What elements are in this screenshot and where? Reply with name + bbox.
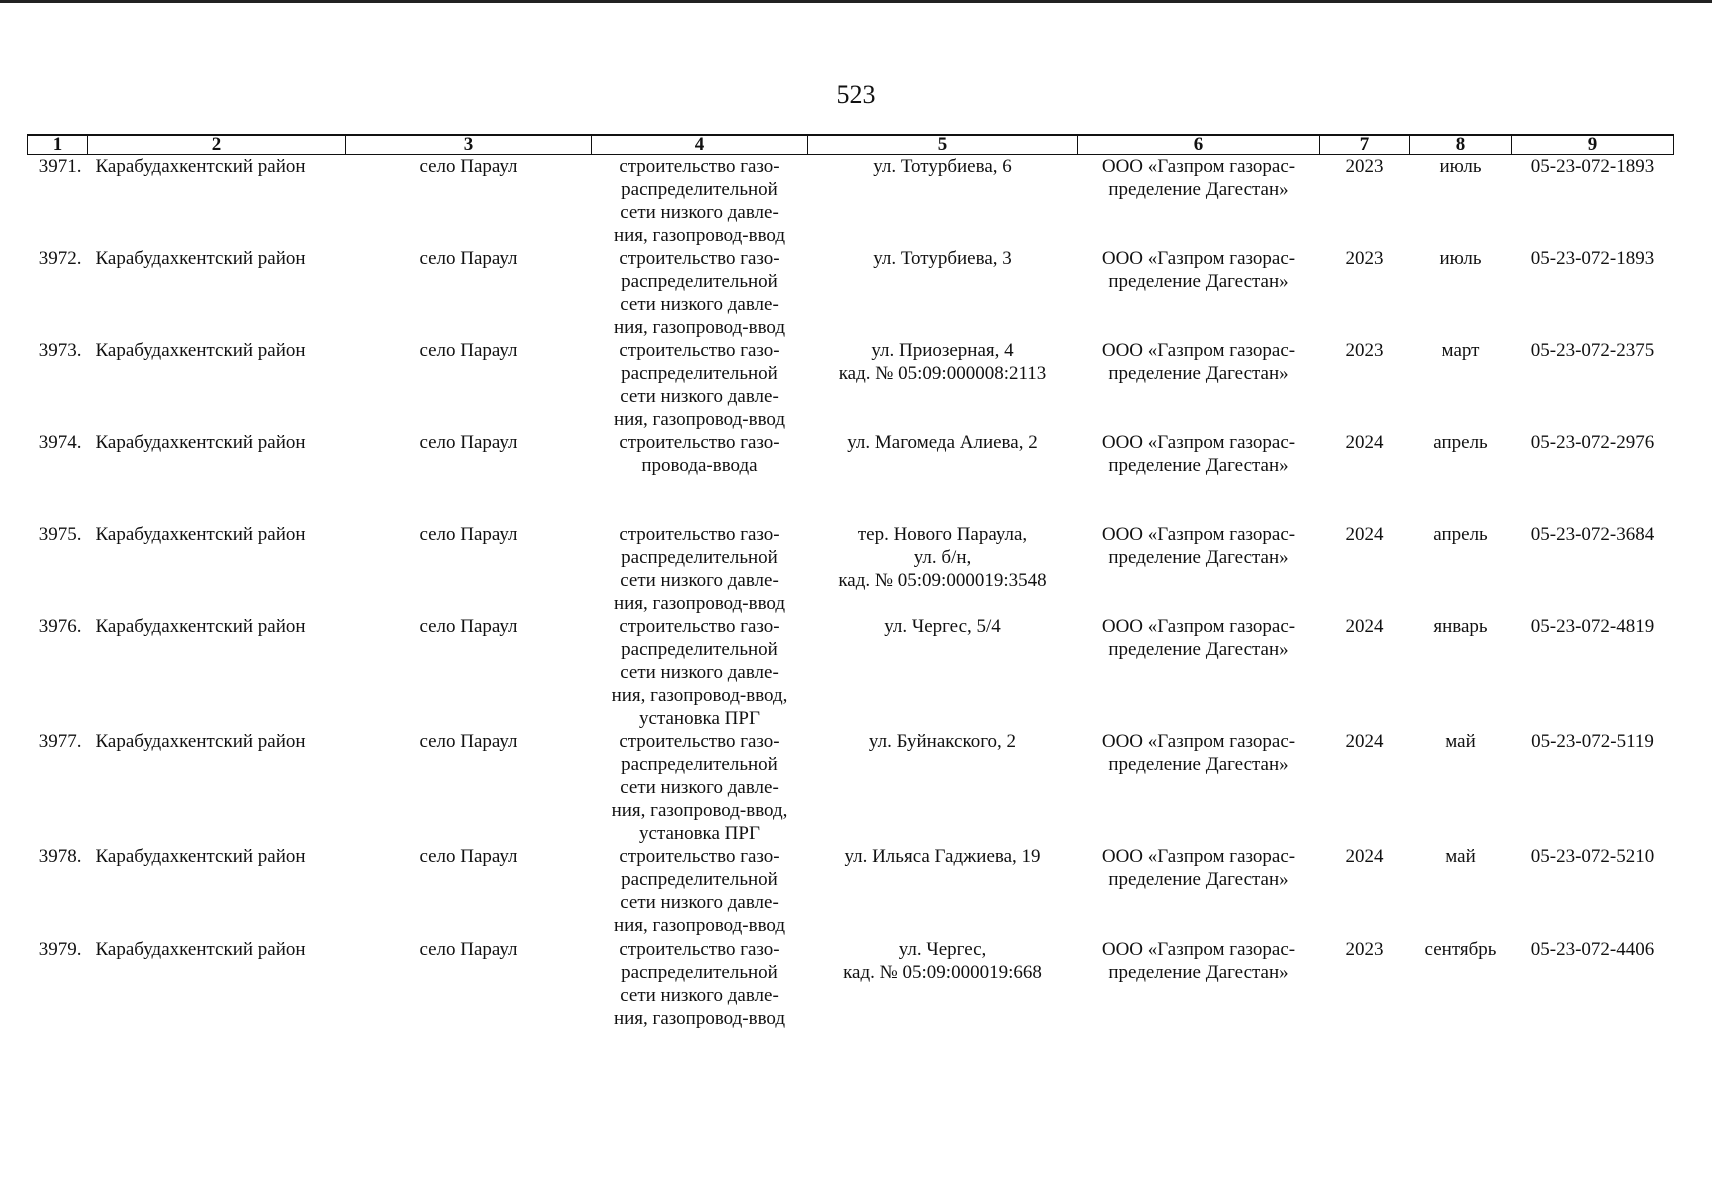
month-cell: май: [1445, 846, 1476, 867]
organization-cell: [1078, 339, 1320, 431]
work-description-cell-line: сети низкого давле-: [620, 386, 779, 407]
column-header-6: 6: [1078, 135, 1320, 155]
address-cell-line: ул. Буйнакского, 2: [868, 731, 1017, 752]
work-description-cell-line: сети низкого давле-: [620, 777, 779, 798]
row-number: 3976.: [38, 616, 82, 637]
work-description-cell-line: установка ПРГ: [639, 708, 760, 729]
work-description-cell-line: ния, газопровод-ввод: [613, 1008, 786, 1029]
district-cell: Карабудахкентский район: [95, 616, 306, 637]
district-cell: Карабудахкентский район: [95, 340, 306, 361]
address-cell: [808, 730, 1078, 845]
work-description-cell: [592, 431, 808, 523]
address-cell: [808, 938, 1078, 1030]
settlement-cell: село Параул: [419, 939, 518, 960]
settlement-cell: село Параул: [419, 524, 518, 545]
registry-code-cell: 05-23-072-1893: [1530, 248, 1655, 269]
month-cell: июль: [1439, 248, 1482, 269]
year-cell: 2024: [1345, 524, 1384, 545]
district-cell: Карабудахкентский район: [95, 248, 306, 269]
scan-top-edge: [0, 0, 1712, 3]
year-cell: 2024: [1345, 731, 1384, 752]
organization-cell: [1078, 615, 1320, 730]
address-cell-line: ул. б/н,: [913, 547, 972, 568]
registry-code-cell: 05-23-072-5210: [1530, 846, 1655, 867]
organization-cell: [1078, 730, 1320, 845]
address-cell-line: ул. Магомеда Алиева, 2: [847, 432, 1038, 453]
organization-cell: [1078, 938, 1320, 1030]
address-cell: [808, 845, 1078, 938]
registry-code-cell: 05-23-072-4406: [1530, 939, 1655, 960]
column-header-7: 7: [1320, 135, 1410, 155]
work-description-cell-line: строительство газо-: [619, 731, 780, 752]
organization-cell: [1078, 523, 1320, 615]
registry-code-cell: 05-23-072-3684: [1530, 524, 1655, 545]
district-cell: Карабудахкентский район: [95, 524, 306, 545]
work-description-cell-line: сети низкого давле-: [620, 892, 779, 913]
work-description-cell-line: распределительной: [621, 271, 778, 292]
work-description-cell-line: строительство газо-: [619, 248, 780, 269]
work-description-cell: [592, 247, 808, 339]
organization-cell-line: пределение Дагестан»: [1108, 869, 1289, 890]
work-description-cell-line: сети низкого давле-: [620, 202, 779, 223]
column-header-4: 4: [592, 135, 808, 155]
year-cell: 2024: [1345, 432, 1384, 453]
work-description-cell-line: строительство газо-: [619, 616, 780, 637]
work-description-cell-line: распределительной: [621, 547, 778, 568]
address-cell-line: кад. № 05:09:000019:668: [843, 962, 1042, 983]
column-header-8: 8: [1410, 135, 1512, 155]
table-row: [28, 730, 1674, 845]
organization-cell-line: ООО «Газпром газорас-: [1101, 524, 1296, 545]
settlement-cell: село Параул: [419, 846, 518, 867]
organization-cell-line: ООО «Газпром газорас-: [1101, 156, 1296, 177]
table-row: [28, 938, 1674, 1030]
work-description-cell-line: распределительной: [621, 962, 778, 983]
table-header: [28, 135, 1674, 155]
district-cell: Карабудахкентский район: [95, 156, 306, 177]
organization-cell-line: пределение Дагестан»: [1108, 754, 1289, 775]
work-description-cell-line: строительство газо-: [619, 846, 780, 867]
organization-cell: [1078, 247, 1320, 339]
row-number: 3971.: [38, 156, 82, 177]
registry-code-cell: 05-23-072-1893: [1530, 156, 1655, 177]
organization-cell-line: ООО «Газпром газорас-: [1101, 939, 1296, 960]
month-cell: май: [1445, 731, 1476, 752]
table-row: [28, 155, 1674, 248]
work-description-cell-line: провода-ввода: [641, 455, 758, 476]
organization-cell: [1078, 845, 1320, 938]
district-cell: Карабудахкентский район: [95, 939, 306, 960]
district-cell: Карабудахкентский район: [95, 846, 306, 867]
year-cell: 2023: [1345, 340, 1384, 361]
organization-cell-line: пределение Дагестан»: [1108, 547, 1289, 568]
month-cell: апрель: [1433, 432, 1488, 453]
row-number: 3973.: [38, 340, 82, 361]
organization-cell-line: ООО «Газпром газорас-: [1101, 248, 1296, 269]
work-description-cell-line: строительство газо-: [619, 156, 780, 177]
row-number: 3978.: [38, 846, 82, 867]
work-description-cell-line: строительство газо-: [619, 340, 780, 361]
settlement-cell: село Параул: [419, 340, 518, 361]
work-description-cell-line: ния, газопровод-ввод: [613, 409, 786, 430]
work-description-cell-line: ния, газопровод-ввод,: [611, 800, 788, 821]
organization-cell-line: ООО «Газпром газорас-: [1101, 731, 1296, 752]
work-description-cell-line: сети низкого давле-: [620, 570, 779, 591]
organization-cell-line: пределение Дагестан»: [1108, 271, 1289, 292]
organization-cell-line: пределение Дагестан»: [1108, 962, 1289, 983]
address-cell-line: ул. Ильяса Гаджиева, 19: [844, 846, 1041, 867]
registry-table: [27, 134, 1674, 1030]
work-description-cell-line: строительство газо-: [619, 524, 780, 545]
table-row: [28, 845, 1674, 938]
address-cell: [808, 615, 1078, 730]
row-number: 3977.: [38, 731, 82, 752]
work-description-cell-line: ния, газопровод-ввод: [613, 915, 786, 936]
month-cell: апрель: [1433, 524, 1488, 545]
month-cell: январь: [1433, 616, 1488, 637]
settlement-cell: село Параул: [419, 156, 518, 177]
address-cell-line: ул. Тотурбиева, 3: [873, 248, 1012, 269]
settlement-cell: село Параул: [419, 248, 518, 269]
settlement-cell: село Параул: [419, 731, 518, 752]
work-description-cell-line: ния, газопровод-ввод: [613, 225, 786, 246]
registry-code-cell: 05-23-072-5119: [1531, 731, 1654, 752]
column-header-3: 3: [346, 135, 592, 155]
address-cell-line: кад. № 05:09:000008:2113: [838, 363, 1047, 384]
work-description-cell-line: ния, газопровод-ввод,: [611, 685, 788, 706]
work-description-cell: [592, 615, 808, 730]
organization-cell-line: ООО «Газпром газорас-: [1101, 432, 1296, 453]
work-description-cell-line: сети низкого давле-: [620, 662, 779, 683]
column-header-2: 2: [88, 135, 346, 155]
row-number: 3974.: [38, 432, 82, 453]
organization-cell-line: пределение Дагестан»: [1108, 363, 1289, 384]
address-cell-line: ул. Чергес,: [898, 939, 987, 960]
work-description-cell-line: распределительной: [621, 754, 778, 775]
table-body: [28, 155, 1674, 1031]
row-number: 3972.: [38, 248, 82, 269]
work-description-cell-line: установка ПРГ: [639, 823, 760, 844]
registry-code-cell: 05-23-072-2375: [1530, 340, 1655, 361]
page-number: 523: [836, 80, 876, 109]
address-cell-line: ул. Тотурбиева, 6: [873, 156, 1012, 177]
work-description-cell-line: сети низкого давле-: [620, 985, 779, 1006]
work-description-cell-line: ния, газопровод-ввод: [613, 593, 786, 614]
work-description-cell-line: распределительной: [621, 363, 778, 384]
work-description-cell: [592, 938, 808, 1030]
row-number: 3975.: [38, 524, 82, 545]
column-header-9: 9: [1512, 135, 1674, 155]
work-description-cell-line: строительство газо-: [619, 432, 780, 453]
month-cell: март: [1441, 340, 1480, 361]
table-row: [28, 339, 1674, 431]
year-cell: 2024: [1345, 616, 1384, 637]
work-description-cell-line: распределительной: [621, 179, 778, 200]
work-description-cell-line: распределительной: [621, 869, 778, 890]
organization-cell-line: ООО «Газпром газорас-: [1101, 846, 1296, 867]
table-row: [28, 523, 1674, 615]
column-header-5: 5: [808, 135, 1078, 155]
address-cell: [808, 155, 1078, 248]
work-description-cell: [592, 339, 808, 431]
address-cell: [808, 523, 1078, 615]
table-row: [28, 431, 1674, 523]
address-cell-line: ул. Чергес, 5/4: [884, 616, 1001, 637]
organization-cell-line: пределение Дагестан»: [1108, 639, 1289, 660]
month-cell: июль: [1439, 156, 1482, 177]
year-cell: 2023: [1345, 939, 1384, 960]
organization-cell-line: ООО «Газпром газорас-: [1101, 616, 1296, 637]
district-cell: Карабудахкентский район: [95, 432, 306, 453]
organization-cell-line: пределение Дагестан»: [1108, 179, 1289, 200]
district-cell: Карабудахкентский район: [95, 731, 306, 752]
work-description-cell-line: ния, газопровод-ввод: [613, 317, 786, 338]
work-description-cell: [592, 845, 808, 938]
organization-cell-line: ООО «Газпром газорас-: [1101, 340, 1296, 361]
table-row: [28, 615, 1674, 730]
work-description-cell: [592, 155, 808, 248]
year-cell: 2024: [1345, 846, 1384, 867]
table-row: [28, 247, 1674, 339]
work-description-cell-line: распределительной: [621, 639, 778, 660]
month-cell: сентябрь: [1424, 939, 1497, 960]
address-cell-line: ул. Приозерная, 4: [871, 340, 1014, 361]
organization-cell: [1078, 155, 1320, 248]
settlement-cell: село Параул: [419, 616, 518, 637]
address-cell-line: кад. № 05:09:000019:3548: [838, 570, 1047, 591]
year-cell: 2023: [1345, 248, 1384, 269]
registry-code-cell: 05-23-072-4819: [1530, 616, 1655, 637]
registry-code-cell: 05-23-072-2976: [1530, 432, 1655, 453]
row-number: 3979.: [38, 939, 82, 960]
address-cell: [808, 247, 1078, 339]
organization-cell-line: пределение Дагестан»: [1108, 455, 1289, 476]
work-description-cell: [592, 730, 808, 845]
address-cell: [808, 339, 1078, 431]
address-cell: [808, 431, 1078, 523]
address-cell-line: тер. Нового Параула,: [857, 524, 1028, 545]
settlement-cell: село Параул: [419, 432, 518, 453]
work-description-cell: [592, 523, 808, 615]
column-header-1: 1: [28, 135, 88, 155]
work-description-cell-line: сети низкого давле-: [620, 294, 779, 315]
organization-cell: [1078, 431, 1320, 523]
work-description-cell-line: строительство газо-: [619, 939, 780, 960]
year-cell: 2023: [1345, 156, 1384, 177]
